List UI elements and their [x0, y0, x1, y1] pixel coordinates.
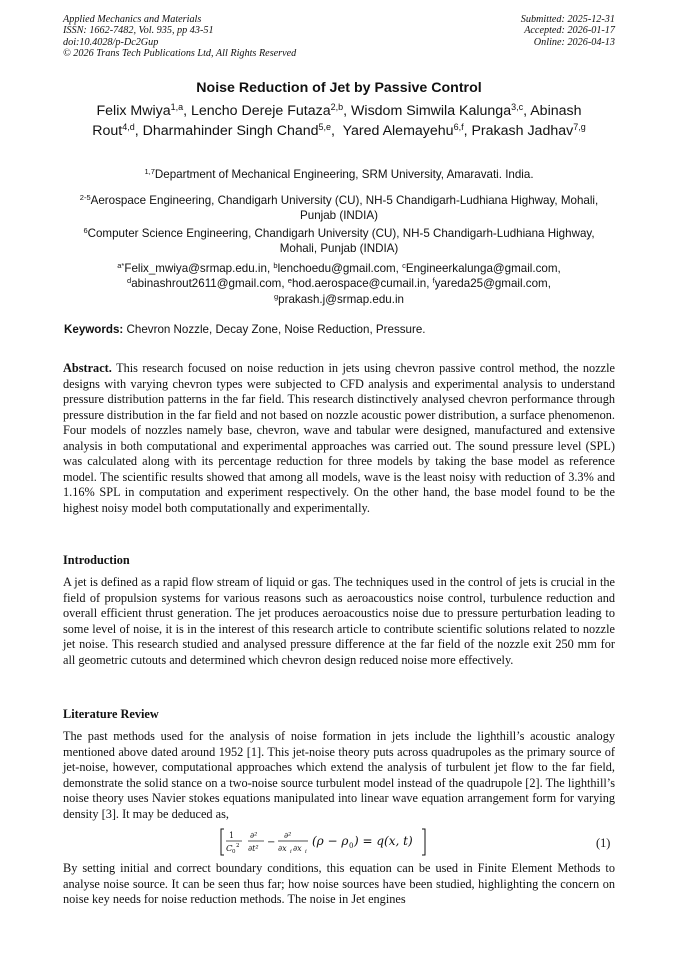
author-separator: , — [343, 103, 352, 119]
eq-frac3-den-mid: ∂x — [293, 844, 302, 853]
accepted-date: Accepted: 2026-01-17 — [524, 25, 615, 37]
email-address[interactable]: abinashrout2611@gmail.com — [131, 277, 282, 291]
email-address[interactable]: prakash.j@srmap.edu.in — [278, 292, 404, 306]
author-separator: , — [331, 123, 343, 140]
author-name: Lencho Dereje Futaza — [191, 103, 331, 119]
copyright-notice: © 2026 Trans Tech Publications Ltd, All Rights Reserved — [63, 48, 297, 60]
eq-frac2-num: ∂² — [250, 831, 258, 840]
author-marker: 7,g — [573, 122, 586, 133]
author-name: Wisdom Simwila Kalunga — [351, 103, 512, 119]
author-name: Abinash Rout — [92, 103, 582, 140]
affiliation-2-text: Aerospace Engineering, Chandigarh University (CU), NH-5 Chandigarh-Ludhiana Highway, Mohali, Punjab (INDIA) — [90, 194, 599, 223]
header-left — [63, 14, 296, 60]
eq-frac2-den: ∂t² — [248, 844, 259, 853]
eq-frac1-den-sup: 2 — [236, 843, 240, 849]
eq-frac3-den-sub2: i — [305, 849, 307, 855]
affiliation-2-marker: 2-5 — [79, 193, 91, 202]
keywords-label: Keywords: — [64, 323, 124, 336]
affiliation-3 — [76, 226, 602, 257]
email-address[interactable]: Engineerkalunga@gmail.com — [405, 262, 558, 275]
author-marker: 3,c — [511, 102, 524, 112]
introduction-body — [63, 575, 615, 668]
email-separator: , — [557, 262, 561, 275]
header-right — [521, 14, 615, 48]
author-list — [80, 101, 598, 142]
email-address[interactable]: yareda25@gmail.com — [434, 277, 548, 291]
author-name: Felix Mwiya — [96, 103, 171, 119]
keywords-text: Chevron Nozzle, Decay Zone, Noise Reduction, Pressure. — [126, 323, 426, 336]
submitted-date: Submitted: 2025-12-31 — [520, 14, 615, 25]
email-separator: , — [266, 262, 274, 275]
email-marker: b — [273, 261, 278, 270]
abstract-label: Abstract. — [63, 361, 112, 375]
journal-name: Applied Mechanics and Materials — [63, 14, 202, 25]
eq-frac1-den-sub: 0 — [232, 849, 236, 855]
author-marker: 1,a — [170, 102, 184, 112]
affiliation-2 — [76, 193, 602, 224]
eq-frac1-den: C — [226, 844, 233, 854]
email-marker: e — [287, 276, 292, 286]
introduction-text: A jet is defined as a rapid flow stream of liquid or gas. The techniques used in the control of jets is crucial in the field of propulsion systems for various reasons such as aeroacoustics noise control, turbulence reduction and overall efficient thrust generation. The jet produces aeroacoustics noise due to pressure perturbation leading to some level of noise, it is in the interest of this research article to contribute scientific solutions related to nozzle jet noise. This research studied and analysed pressure difference at the far field of the nozzle exit 250 mm for all geometric cutouts and determined which chevron design reduced noise more effectively. — [63, 575, 615, 667]
literature-review-heading: Literature Review — [63, 707, 159, 721]
author-marker: 4,d — [122, 122, 135, 133]
email-address[interactable]: Felix_mwiya@srmap.edu.in — [124, 262, 267, 275]
author-marker: 2,b — [330, 102, 344, 112]
online-date: Online: 2026-04-13 — [533, 36, 615, 48]
introduction-heading: Introduction — [63, 553, 130, 567]
email-marker: c — [402, 261, 406, 270]
author-marker: 6,f — [453, 122, 464, 133]
literature-review-continued — [63, 861, 615, 908]
affiliation-1 — [76, 167, 602, 182]
email-marker: f — [432, 276, 435, 286]
issn-info: ISSN: 1662-7482, Vol. 935, pp 43-51 — [63, 25, 214, 37]
email-separator: , — [547, 277, 551, 291]
email-address[interactable]: hod.aerospace@cumail.in — [291, 277, 427, 291]
email-marker: d — [127, 276, 132, 286]
equation-number: (1) — [596, 836, 611, 850]
author-marker: 5,e — [318, 122, 332, 133]
eq-rhs: (ρ − ρ — [312, 834, 349, 848]
literature-review-text: The past methods used for the analysis of noise formation in jets include the lighthill’s acoustic analogy mentioned above dated around 1952 [1]. This jet-noise theory puts across quadrupoles as the primary source of jet-noise, however, computational approaches which extend the analysis of turbulent jet flow to the far field, demonstrate the solid stance on a two-noise source turbulent model instead of the quadrupole [2]. The lighthill’s noise theory uses Navier stokes equations manipulated into linear wave equation arrangement form for varying density [3]. It may be deduced as, — [63, 729, 615, 821]
author-name: Dharmahinder Singh Chand — [142, 123, 319, 140]
affiliation-3-marker: 6 — [83, 226, 88, 235]
affiliation-3-text: Computer Science Engineering, Chandigarh University (CU), NH-5 Chandigarh-Ludhiana Highway, Mohali, Punjab (INDIA) — [87, 227, 595, 256]
email-marker: a* — [117, 261, 125, 270]
eq-rhs-sub: 0 — [349, 842, 354, 850]
literature-review-continued-text: By setting initial and correct boundary conditions, this equation can be used in Finite Element Methods to analyse noise source. It can be seen thus far; how noise sources have been studied, highlighting the concern on noise key needs for noise reduction methods. The noise in Jet engines — [63, 861, 615, 906]
literature-review-body — [63, 729, 615, 822]
email-separator: , — [281, 277, 288, 291]
eq-rhs-end: ) = q(x, t) — [354, 834, 413, 848]
keywords-line — [64, 323, 614, 336]
author-separator: , — [523, 103, 531, 119]
eq-frac3-den: ∂x — [278, 844, 287, 853]
author-name: Prakash Jadhav — [471, 123, 574, 140]
email-separator: , — [426, 277, 433, 291]
eq-frac3-den-sub1: i — [290, 849, 292, 855]
eq-frac3-num: ∂² — [284, 831, 292, 840]
email-separator: , — [395, 262, 403, 275]
author-name: Yared Alemayehu — [342, 123, 454, 140]
equation-1 — [220, 827, 430, 857]
paper-title: Noise Reduction of Jet by Passive Control — [196, 80, 482, 96]
author-separator: , — [463, 123, 472, 140]
author-separator: , — [134, 123, 143, 140]
author-emails — [76, 261, 602, 307]
abstract-section — [63, 361, 615, 516]
eq-minus: − — [267, 837, 276, 848]
abstract-text: This research focused on noise reduction in jets using chevron passive control method, the nozzle designs with varying chevron types were subjected to CFD analysis and experimental analysis to understand pressure distribution patterns in the far field. This research distinctively analysed chevron performance through pressure distribution in the far field and not based on nozzle acoustic power distribution, a surface phenomenon. Four models of nozzles namely base, chevron, wave and tabular were designed, manufactured and extensive analysis in both computational and experimental approaches was carried out. The sound pressure level (SPL) was calculated along with its percentage reduction for three models by taking the base model as reference model. The scientific results showed that among all models, wave is the least noisy with reduction of 3.3% and 1.16% SPL in computation and experiment respectively. On the other hand, the base model found to be the highest noisy model both computationally and experimentally. — [63, 361, 615, 515]
eq-frac1-num: 1 — [229, 831, 235, 840]
doi-link[interactable]: doi:10.4028/p-Dc2Gup — [63, 36, 159, 48]
author-separator: , — [183, 103, 192, 119]
email-marker: g — [273, 291, 279, 301]
affiliation-1-text: Department of Mechanical Engineering, SRM University, Amaravati. India. — [154, 168, 534, 181]
affiliation-1-marker: 1,7 — [144, 167, 155, 176]
email-address[interactable]: lenchoedu@gmail.com — [277, 262, 396, 275]
